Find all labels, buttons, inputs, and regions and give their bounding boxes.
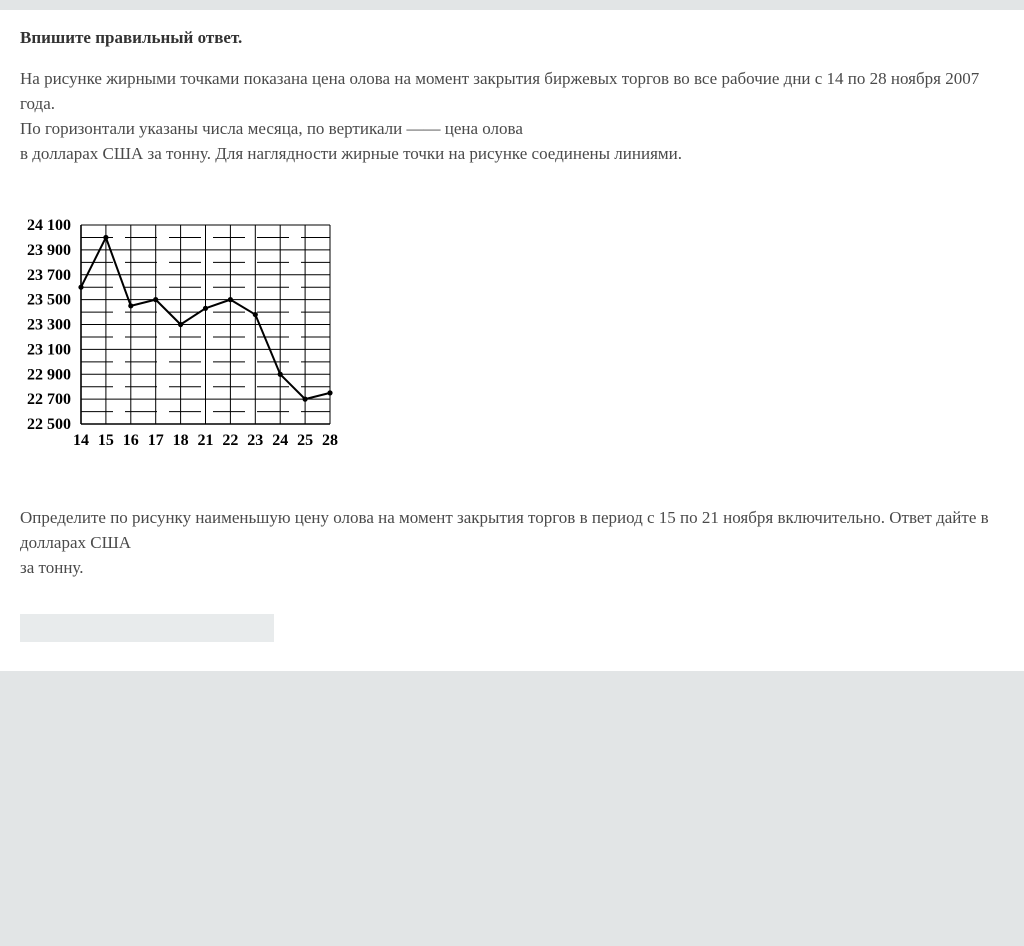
- data-point: [128, 303, 133, 308]
- question-instruction: Впишите правильный ответ.: [20, 28, 243, 47]
- x-tick-label: 24: [272, 432, 289, 449]
- x-tick-label: 15: [97, 432, 114, 449]
- question-task: [20, 505, 1010, 580]
- y-tick-label: 24 100: [27, 217, 71, 234]
- data-point: [228, 297, 233, 302]
- data-point: [327, 390, 332, 395]
- y-tick-label: 23 900: [27, 241, 71, 259]
- question-card: [0, 10, 1024, 671]
- x-tick-label: 22: [222, 432, 239, 449]
- y-tick-label: 23 700: [27, 266, 71, 284]
- intro-line: По горизонтали указаны числа месяца, по вертикали —— цена олова: [20, 119, 523, 138]
- x-tick-label: 14: [73, 432, 89, 449]
- data-point: [78, 285, 83, 290]
- x-tick-label: 23: [247, 432, 264, 449]
- x-tick-label: 18: [172, 432, 189, 449]
- data-point: [278, 372, 283, 377]
- y-tick-label: 22 700: [27, 391, 71, 409]
- intro-line: в долларах США за тонну. Для наглядности жирные точки на рисунке соединены линиями.: [20, 144, 682, 163]
- task-line: за тонну.: [20, 558, 84, 577]
- intro-line: На рисунке жирными точками показана цена олова на момент закрытия биржевых торгов во все рабочие дни с 14 по 28 ноября 2007 года.: [20, 69, 980, 113]
- y-tick-label: 23 100: [27, 341, 71, 359]
- x-tick-label: 28: [322, 432, 338, 449]
- question-intro: [20, 66, 1010, 166]
- x-tick-label: 21: [197, 432, 214, 449]
- data-point: [203, 306, 208, 311]
- task-line: Определите по рисунку наименьшую цену олова на момент закрытия торгов в период с 15 по 21 ноября включительно. Ответ дайте в долларах США: [20, 508, 989, 552]
- tin-price-chart: [0, 210, 360, 460]
- data-point: [178, 322, 183, 327]
- y-tick-label: 22 500: [27, 416, 71, 433]
- x-tick-label: 25: [297, 432, 314, 449]
- data-point: [303, 397, 308, 402]
- top-strip: [0, 0, 1024, 10]
- data-point: [153, 297, 158, 302]
- y-tick-label: 22 900: [27, 366, 71, 384]
- answer-input[interactable]: [20, 614, 274, 642]
- x-tick-label: 17: [147, 432, 164, 449]
- data-point: [253, 312, 258, 317]
- x-tick-label: 16: [122, 432, 139, 449]
- data-point: [103, 235, 108, 240]
- y-tick-label: 23 500: [27, 291, 71, 309]
- y-tick-label: 23 300: [27, 316, 71, 334]
